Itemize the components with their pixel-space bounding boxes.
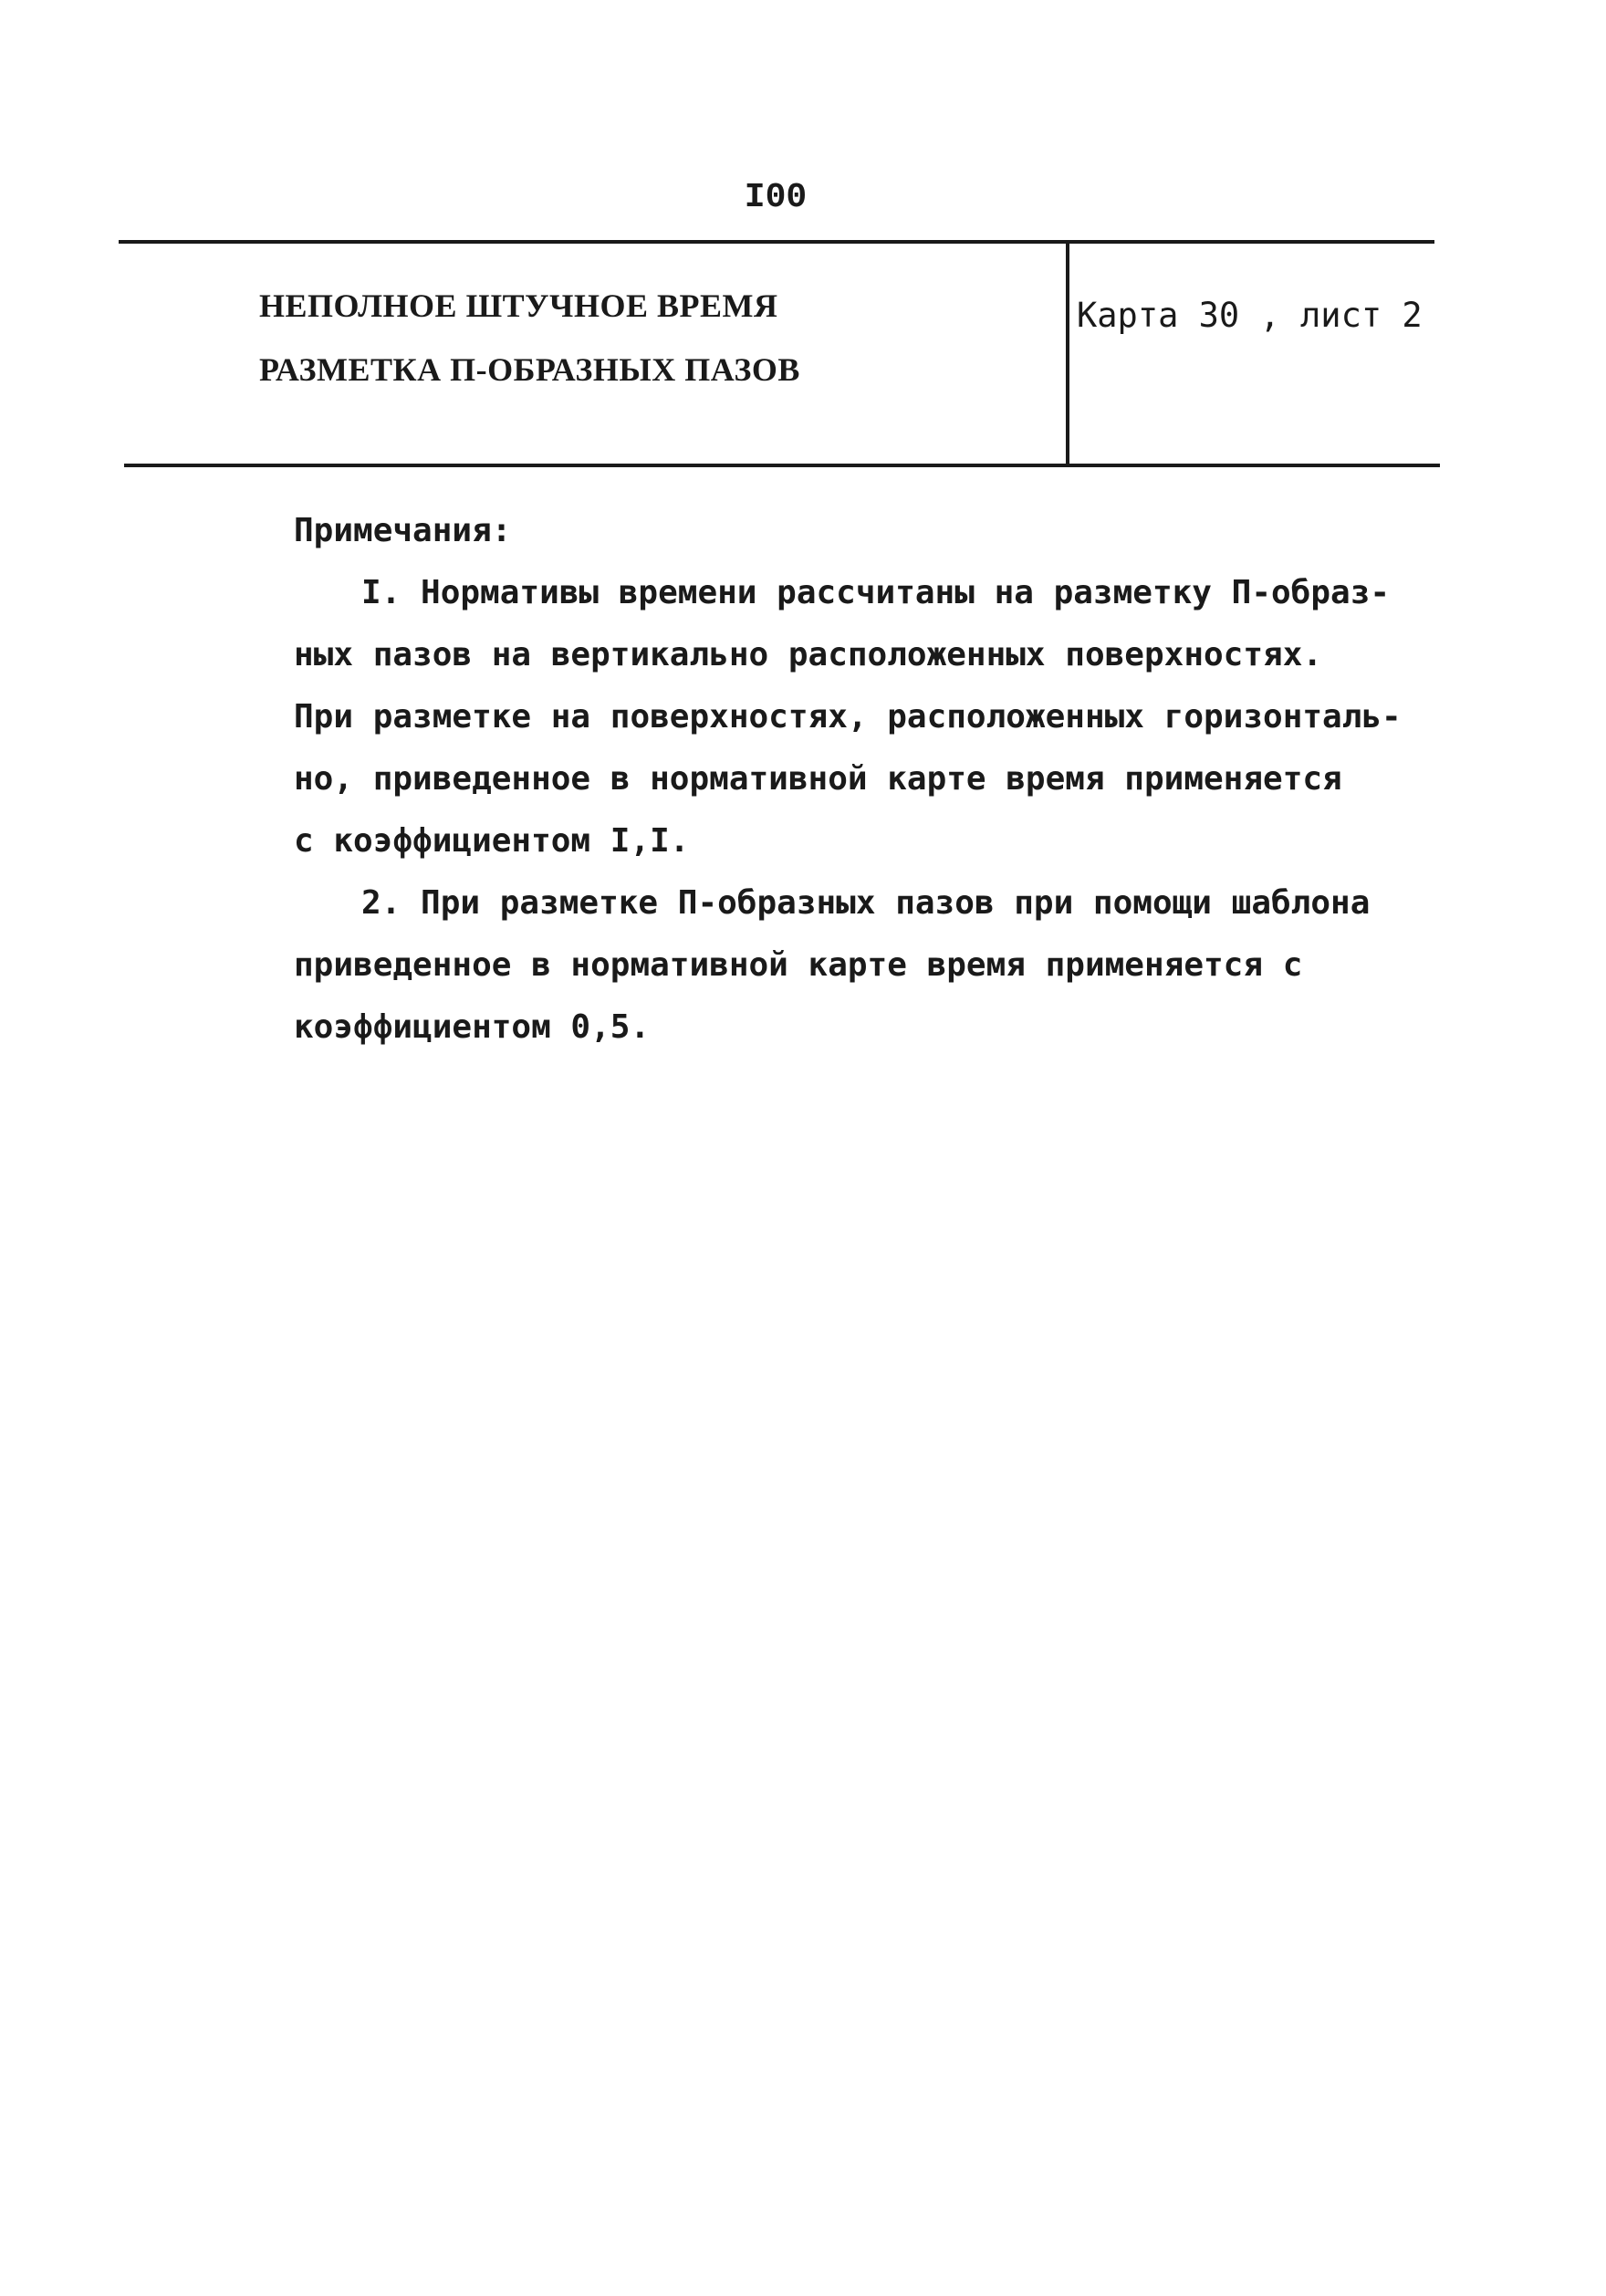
header-top-rule bbox=[119, 240, 1434, 244]
note-line: 2. При разметке П-образных пазов при помощи шаблона bbox=[361, 884, 1371, 922]
card-reference: Карта 30 , лист 2 bbox=[1077, 296, 1423, 335]
page-number: I00 bbox=[744, 178, 808, 217]
header-title-line-1: НЕПОЛНОЕ ШТУЧНОЕ ВРЕМЯ bbox=[259, 287, 778, 324]
note-line: При разметке на поверхностях, расположенных горизонталь- bbox=[294, 698, 1402, 736]
note-line: но, приведенное в нормативной карте время применяется bbox=[294, 760, 1342, 798]
note-line: I. Нормативы времени рассчитаны на разметку П-образ- bbox=[361, 574, 1391, 611]
notes-heading: Примечания: bbox=[294, 512, 512, 549]
note-line: коэффициентом 0,5. bbox=[294, 1008, 651, 1046]
header-title-line-2: РАЗМЕТКА П-ОБРАЗНЫХ ПАЗОВ bbox=[259, 351, 800, 388]
notes-section bbox=[294, 500, 1453, 1059]
note-line: приведенное в нормативной карте время применяется с bbox=[294, 946, 1303, 984]
header-bottom-rule bbox=[124, 464, 1440, 467]
note-line: ных пазов на вертикально расположенных поверхностях. bbox=[294, 636, 1323, 673]
note-line: с коэффициентом I,I. bbox=[294, 822, 690, 860]
header-column-divider bbox=[1066, 243, 1069, 465]
